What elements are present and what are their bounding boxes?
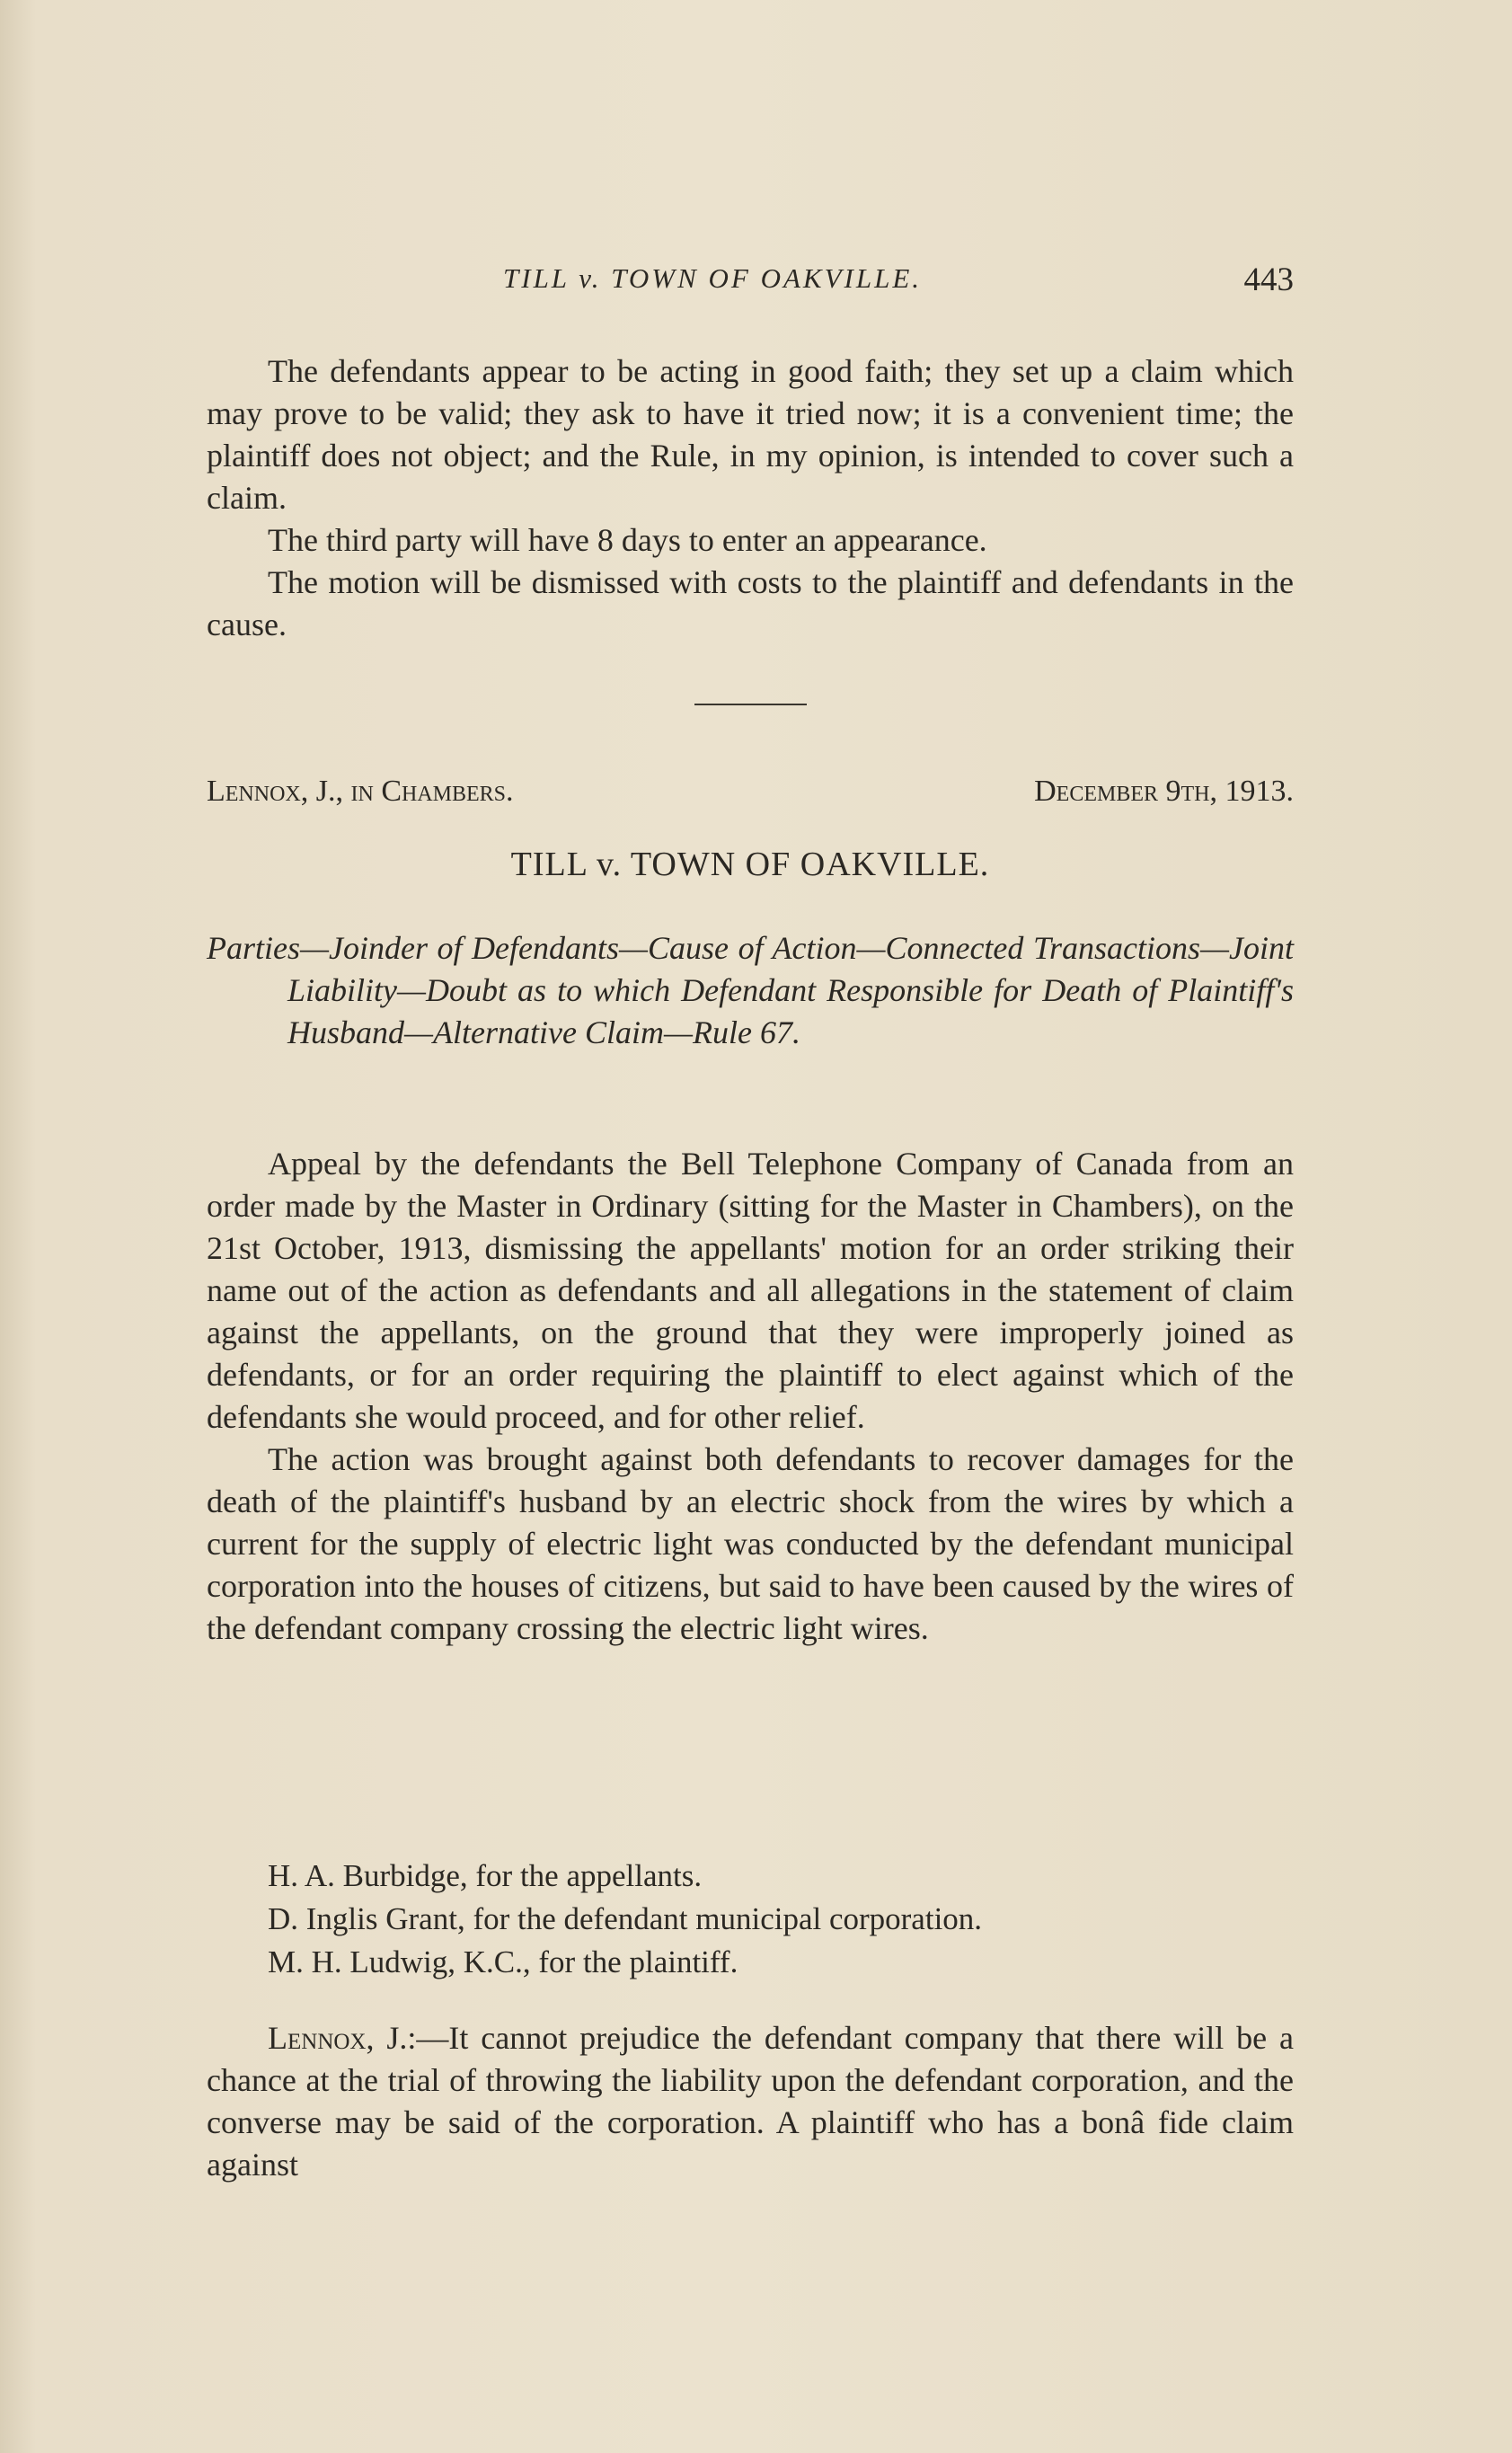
judgment <box>207 2017 1294 2186</box>
counsel-entry: H. A. Burbidge, for the appellants. <box>268 1858 703 1893</box>
paragraph: The defendants appear to be acting in good faith; they set up a claim which may prove to be valid; they ask to have it tried now; it is a convenient time; the plaintiff does not object; and the Rule, in my opinion, is intended to cover such a claim. <box>207 353 1294 516</box>
paragraph: The motion will be dismissed with costs to the plaintiff and defendants in the cause. <box>207 564 1294 642</box>
headnote <box>207 927 1294 1054</box>
paragraph: Appeal by the defendants the Bell Telephone Company of Canada from an order made by the Master in Ordinary (sitting for the Master in Chambers), on the 21st October, 1913, dismissing the appellants' motion for an order striking their name out of the action as defendants and all allegations in the statement of claim against the appellants, on the ground that they were improperly joined as defendants, or for an order requiring the plaintiff to elect against which of the defendants she would proceed, and for other relief. <box>207 1146 1294 1435</box>
running-head: TILL v. TOWN OF OAKVILLE. <box>503 262 923 294</box>
judge-chambers: Lennox, J., in Chambers. <box>207 775 514 808</box>
judge-name: Lennox, J. <box>268 2020 408 2056</box>
decision-date: December 9th, 1913. <box>1034 775 1294 808</box>
counsel-entry: D. Inglis Grant, for the defendant municipal corporation. <box>268 1901 983 1936</box>
paragraph: The action was brought against both defendants to recover damages for the death of the plaintiff's husband by an electric shock from the wires by which a current for the supply of electric light was conducted by the defendant municipal corporation into the houses of citizens, but said to have been caused by the wires of the defendant company crossing the electric light wires. <box>207 1441 1294 1646</box>
counsel-list <box>268 1855 982 1984</box>
counsel-entry: M. H. Ludwig, K.C., for the plaintiff. <box>268 1944 738 1979</box>
paragraph: The third party will have 8 days to enter an appearance. <box>268 522 987 558</box>
case-statement <box>207 1143 1294 1650</box>
previous-case-conclusion <box>207 350 1294 646</box>
judgment-text: :—It cannot prejudice the defendant company that there will be a chance at the trial of throwing the liability upon the defendant corporation, and the converse may be said of the corporation. A plaintiff who has a bonâ fide claim against <box>207 2020 1294 2183</box>
page-header <box>207 261 1294 314</box>
page-number: 443 <box>1243 261 1294 298</box>
headnote-text: Parties—Joinder of Defendants—Cause of Action—Connected Transactions—Joint Liability—Doubt as to which Defendant Responsible for Death of Plaintiff's Husband—Alternative Claim—Rule 67. <box>207 930 1294 1050</box>
section-divider <box>694 704 807 705</box>
judgment-paragraph <box>207 2017 1294 2186</box>
case-title: TILL v. TOWN OF OAKVILLE. <box>510 846 990 883</box>
